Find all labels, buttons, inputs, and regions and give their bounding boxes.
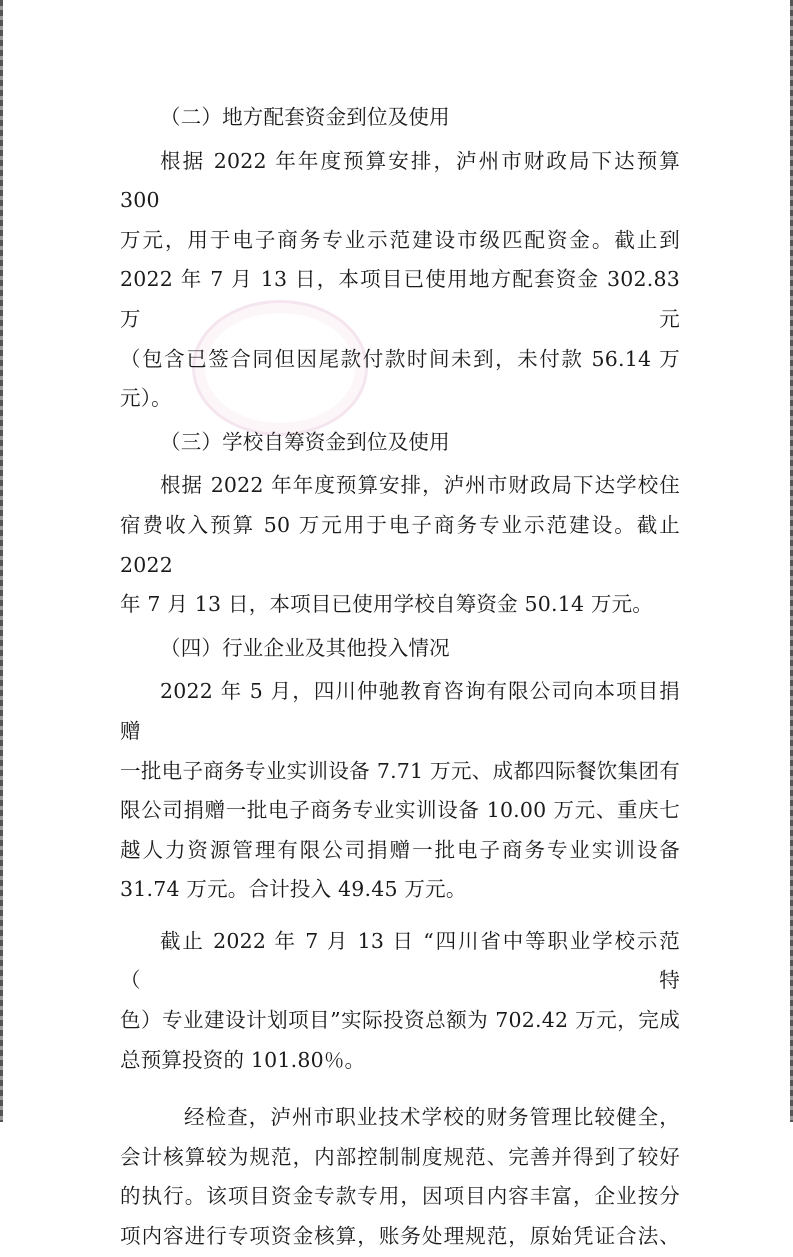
paragraph-line: 31.74 万元。合计投入 49.45 万元。 [120, 877, 467, 902]
paragraph-line: 一批电子商务专业实训设备 7.71 万元、成都四际餐饮集团有 [120, 758, 680, 783]
summary-line: 色）专业建设计划项目”实际投资总额为 702.42 万元，完成 [120, 1008, 680, 1033]
paragraph-line: 根据 2022 年年度预算安排，泸州市财政局下达学校住 [160, 473, 680, 498]
summary-line: 总预算投资的 101.80％。 [120, 1047, 366, 1072]
paragraph-line: 万元，用于电子商务专业示范建设市级匹配资金。截止到 [120, 227, 680, 252]
paragraph-line: 2022 年 7 月 13 日，本项目已使用地方配套资金 302.83 万元 [120, 267, 680, 331]
paragraph-line: 2022 年 5 月，四川仲驰教育咨询有限公司向本项目捐赠 [120, 679, 680, 743]
scan-edge-left [0, 0, 3, 1122]
paragraph-line: 年 7 月 13 日，本项目已使用学校自筹资金 50.14 万元。 [120, 592, 654, 617]
conclusion-line: 经检查，泸州市职业技术学校的财务管理比较健全， [184, 1105, 680, 1130]
paragraph-line: （包含已签合同但因尾款付款时间未到，未付款 56.14 万元）。 [120, 346, 680, 411]
section-heading-industry-investment: （四）行业企业及其他投入情况 [160, 635, 450, 660]
conclusion-line: 项内容进行专项资金核算，账务处理规范，原始凭证合法、 [120, 1224, 680, 1249]
paragraph-line: 限公司捐赠一批电子商务专业实训设备 10.00 万元、重庆七 [120, 798, 680, 823]
section-heading-school-funds: （三）学校自筹资金到位及使用 [160, 429, 450, 454]
document-page [120, 98, 680, 1257]
conclusion-line: 的执行。该项目资金专款专用，因项目内容丰富，企业按分 [120, 1184, 680, 1209]
conclusion-line: 会计核算较为规范，内部控制制度规范、完善并得到了较好 [120, 1144, 680, 1169]
paragraph-line: 根据 2022 年年度预算安排，泸州市财政局下达预算 300 [120, 148, 680, 213]
summary-line: 截止 2022 年 7 月 13 日 “四川省中等职业学校示范（特 [120, 928, 680, 993]
paragraph-line: 越人力资源管理有限公司捐赠一批电子商务专业实训设备 [120, 837, 680, 862]
paragraph-line: 宿费收入预算 50 万元用于电子商务专业示范建设。截止 2022 [120, 512, 680, 577]
section-heading-local-funds: （二）地方配套资金到位及使用 [160, 105, 450, 129]
